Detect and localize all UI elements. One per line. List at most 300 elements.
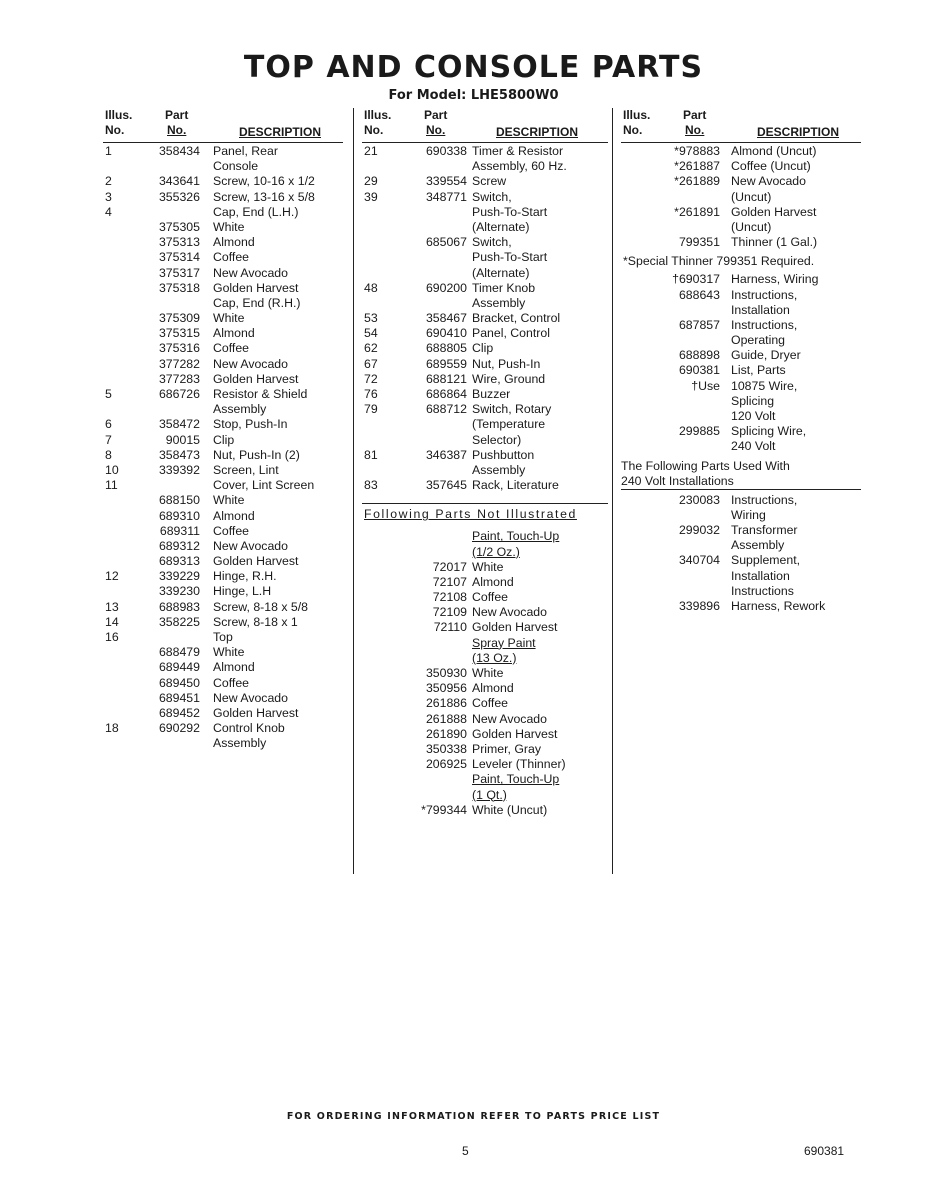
part-description: Screw, 8-18 x 5/8	[213, 599, 309, 614]
part-row	[621, 493, 863, 508]
part-number: 375305	[158, 219, 200, 234]
part-description: Cap, End (L.H.)	[213, 204, 299, 219]
illus-number: 54	[364, 326, 378, 341]
parts-column-2	[362, 108, 610, 818]
part-number: 689451	[158, 690, 200, 705]
part-description: (Uncut)	[731, 219, 772, 234]
part-description: Assembly	[472, 295, 526, 310]
part-row	[621, 159, 863, 174]
parts-list	[621, 144, 863, 250]
part-description: Almond	[213, 660, 255, 675]
description-header: DESCRIPTION	[757, 125, 840, 139]
part-row	[362, 205, 610, 220]
part-description: Coffee	[213, 341, 250, 356]
part-number: 261886	[425, 696, 467, 711]
volt-240-note-line2: 240 Volt Installations	[621, 474, 861, 490]
part-number: 261890	[425, 726, 467, 741]
part-row	[362, 788, 610, 803]
part-row	[362, 712, 610, 727]
part-description: List, Parts	[731, 363, 786, 378]
part-number: 689449	[158, 660, 200, 675]
part-description: Push-To-Start	[472, 204, 548, 219]
illus-header-no: No.	[105, 123, 125, 137]
part-row	[103, 736, 343, 751]
part-header-no: No.	[167, 123, 187, 137]
part-description: Nut, Push-In	[472, 356, 541, 371]
part-description: (Uncut)	[731, 189, 772, 204]
part-number: 72017	[432, 559, 467, 574]
part-row	[621, 144, 863, 159]
part-description: Harness, Wiring	[731, 272, 819, 287]
part-row	[103, 311, 343, 326]
part-description: Assembly	[731, 538, 785, 553]
part-number: 299032	[678, 522, 720, 537]
part-description: White	[213, 311, 245, 326]
part-row	[103, 706, 343, 721]
illus-number: 11	[105, 478, 118, 493]
part-row	[103, 205, 343, 220]
illus-number: 48	[364, 280, 378, 295]
part-description: 240 Volt	[731, 439, 776, 454]
part-description: 10875 Wire,	[731, 378, 798, 393]
part-description: New Avocado	[213, 265, 288, 280]
part-row	[362, 772, 610, 787]
part-number: 230083	[678, 492, 720, 507]
part-description: Assembly	[472, 462, 526, 477]
part-description: Primer, Gray	[472, 741, 542, 756]
illus-number: 39	[364, 189, 378, 204]
part-number: 375317	[158, 265, 200, 280]
part-number: 377282	[158, 356, 200, 371]
page-title: TOP AND CONSOLE PARTS	[243, 50, 704, 85]
part-description: New Avocado	[731, 174, 806, 189]
part-description: Almond	[472, 681, 514, 696]
part-row	[362, 326, 610, 341]
part-row	[362, 417, 610, 432]
part-description: Installation	[731, 302, 790, 317]
part-row	[103, 660, 343, 675]
part-number: 688805	[425, 341, 467, 356]
part-row	[103, 387, 343, 402]
part-description: Almond	[472, 574, 514, 589]
part-row	[362, 341, 610, 356]
column-header	[621, 108, 863, 144]
part-number: 689311	[159, 523, 200, 538]
volt-240-note	[621, 455, 863, 493]
part-row	[621, 569, 863, 584]
part-number: 690381	[678, 363, 720, 378]
illus-number: 29	[364, 174, 378, 189]
part-description: Clip	[213, 432, 235, 447]
part-number: 687857	[678, 317, 720, 332]
ordering-info-footer: FOR ORDERING INFORMATION REFER TO PARTS PRICE LIST	[286, 1111, 661, 1122]
part-description: Panel, Control	[472, 326, 550, 341]
part-number: 685067	[425, 235, 467, 250]
page-number: 5	[462, 1144, 469, 1158]
illus-number: 21	[364, 144, 378, 158]
part-number: 357645	[425, 478, 467, 493]
part-description: (1 Qt.)	[472, 787, 507, 802]
part-row	[103, 554, 343, 569]
part-number: 375313	[158, 235, 200, 250]
part-number: 72107	[432, 574, 467, 589]
part-row	[103, 144, 343, 159]
part-row	[621, 523, 863, 538]
part-row	[621, 205, 863, 220]
part-row	[621, 538, 863, 553]
column-divider	[612, 108, 613, 874]
part-description: Splicing Wire,	[731, 424, 807, 439]
header-rule	[362, 142, 608, 143]
illus-number: 79	[364, 402, 378, 417]
illus-number: 14	[105, 614, 119, 629]
part-description: Assembly	[213, 736, 267, 751]
part-description: Wiring	[731, 507, 766, 522]
part-row	[103, 417, 343, 432]
part-row	[103, 266, 343, 281]
part-number: 339392	[158, 462, 200, 477]
part-row	[103, 584, 343, 599]
part-description: Coffee	[213, 523, 250, 538]
part-description: Spray Paint	[472, 635, 536, 650]
part-number: 689450	[158, 675, 200, 690]
part-description: Leveler (Thinner)	[472, 757, 566, 772]
part-number: 686726	[158, 387, 200, 401]
part-row	[621, 348, 863, 363]
part-description: Golden Harvest	[472, 620, 558, 635]
part-row	[103, 615, 343, 630]
part-description: Almond	[213, 508, 255, 523]
part-description: White	[213, 645, 245, 660]
part-description: Push-To-Start	[472, 250, 548, 265]
part-number: 358225	[158, 614, 200, 629]
illus-number: 1	[105, 144, 112, 158]
column-header	[362, 108, 610, 144]
part-description: New Avocado	[472, 605, 547, 620]
part-row	[362, 448, 610, 463]
illus-number: 5	[105, 387, 112, 401]
part-row	[621, 235, 863, 250]
part-row	[103, 493, 343, 508]
illus-header: Illus.	[623, 108, 651, 122]
part-row	[103, 509, 343, 524]
part-number: 689559	[425, 356, 467, 371]
illus-number: 18	[105, 721, 119, 736]
part-row	[362, 311, 610, 326]
part-description: Instructions,	[731, 317, 798, 332]
part-description: White	[213, 493, 245, 508]
part-description: New Avocado	[213, 690, 288, 705]
part-row	[103, 433, 343, 448]
part-number: *261887	[674, 159, 720, 174]
illus-header-no: No.	[623, 123, 643, 137]
part-row	[362, 590, 610, 605]
part-row	[621, 394, 863, 409]
part-number: *978883	[674, 144, 720, 158]
illus-number: 13	[105, 599, 119, 614]
part-row	[621, 272, 863, 287]
part-row	[103, 524, 343, 539]
not-illustrated-note	[362, 493, 610, 529]
description-header: DESCRIPTION	[239, 125, 322, 139]
part-row	[103, 235, 343, 250]
illus-number: 16	[105, 630, 119, 644]
part-number: 72109	[432, 605, 467, 620]
part-row	[362, 666, 610, 681]
part-row	[621, 584, 863, 599]
illus-number: 72	[364, 371, 378, 386]
parts-list	[103, 144, 343, 752]
part-number: 72110	[433, 620, 467, 635]
part-row	[621, 288, 863, 303]
part-description: Thinner (1 Gal.)	[731, 235, 818, 250]
part-description: Screw, 13-16 x 5/8	[213, 189, 315, 204]
part-row	[362, 433, 610, 448]
part-row	[362, 463, 610, 478]
part-description: Rack, Literature	[472, 478, 559, 493]
part-number: 688150	[158, 493, 200, 508]
part-row	[621, 424, 863, 439]
part-row	[103, 569, 343, 584]
part-description: Buzzer	[472, 387, 511, 401]
part-description: Almond	[213, 326, 255, 341]
illus-number: 62	[364, 341, 378, 356]
special-thinner-note: *Special Thinner 799351 Required.	[623, 254, 815, 269]
part-row	[362, 296, 610, 311]
part-row	[362, 605, 610, 620]
part-row	[362, 560, 610, 575]
part-description: White	[213, 219, 245, 234]
illus-header-no: No.	[364, 123, 384, 137]
part-description: Coffee	[213, 675, 250, 690]
illus-number: 7	[105, 432, 112, 447]
part-row	[103, 159, 343, 174]
part-row	[103, 190, 343, 205]
part-number: 339896	[678, 598, 720, 613]
part-description: Operating	[731, 333, 786, 348]
part-row	[362, 372, 610, 387]
part-row	[621, 553, 863, 568]
document-number: 690381	[804, 1144, 845, 1158]
part-description: Guide, Dryer	[731, 348, 801, 363]
part-row	[103, 250, 343, 265]
part-description: White (Uncut)	[472, 802, 548, 817]
part-row	[621, 409, 863, 424]
part-row	[621, 379, 863, 394]
part-description: Instructions,	[731, 287, 798, 302]
part-number: 375315	[158, 326, 200, 341]
part-description: Screw	[472, 174, 507, 189]
part-row	[103, 478, 343, 493]
part-description: New Avocado	[213, 356, 288, 371]
parts-list-240v	[621, 493, 863, 615]
part-row	[362, 681, 610, 696]
part-number: †690317	[672, 272, 720, 287]
part-row	[362, 402, 610, 417]
part-row	[621, 190, 863, 205]
part-row	[362, 281, 610, 296]
part-number: 375314	[158, 250, 200, 265]
part-description: Assembly	[213, 402, 267, 417]
part-row	[362, 250, 610, 265]
part-number: 688479	[158, 645, 200, 660]
part-row	[362, 220, 610, 235]
header-rule	[103, 142, 343, 143]
part-row	[362, 235, 610, 250]
part-row	[103, 691, 343, 706]
part-row	[362, 357, 610, 372]
part-row	[362, 478, 610, 493]
illus-number: 8	[105, 447, 112, 462]
part-description: Pushbutton	[472, 447, 535, 462]
part-description: Supplement,	[731, 553, 801, 568]
illus-number: 6	[105, 417, 112, 432]
part-description: Top	[213, 630, 233, 644]
part-row	[362, 651, 610, 666]
part-row	[621, 599, 863, 614]
part-number: 377283	[158, 371, 200, 386]
part-number: †Use	[691, 378, 720, 393]
illus-number: 67	[364, 356, 378, 371]
part-number: 375316	[158, 341, 200, 356]
parts-list	[362, 144, 610, 493]
part-row	[621, 439, 863, 454]
part-row	[362, 636, 610, 651]
description-header: DESCRIPTION	[496, 125, 579, 139]
illus-number: 76	[364, 387, 378, 401]
part-description: Resistor & Shield	[213, 387, 308, 401]
parts-list-extra	[362, 529, 610, 818]
part-description: Switch,	[472, 189, 512, 204]
part-description: New Avocado	[472, 711, 547, 726]
part-number: 799351	[678, 235, 720, 250]
part-number: 346387	[425, 447, 467, 462]
part-description: Screen, Lint	[213, 462, 279, 477]
part-description: Coffee	[472, 696, 509, 711]
part-description: Bracket, Control	[472, 311, 561, 326]
part-description: Coffee	[213, 250, 250, 265]
part-number: 206925	[425, 757, 467, 772]
part-row	[362, 575, 610, 590]
part-row	[362, 266, 610, 281]
part-description: Paint, Touch-Up	[472, 529, 560, 544]
part-description: Golden Harvest	[213, 280, 299, 295]
part-number: 689312	[158, 538, 200, 553]
illus-number: 12	[105, 569, 119, 584]
part-description: Switch, Rotary	[472, 402, 552, 417]
part-row	[362, 803, 610, 818]
part-header: Part	[424, 108, 448, 122]
part-description: Nut, Push-In (2)	[213, 447, 300, 462]
part-row	[103, 281, 343, 296]
part-row	[362, 742, 610, 757]
part-description: (1/2 Oz.)	[472, 544, 520, 559]
part-row	[103, 402, 343, 417]
part-description: Instructions,	[731, 492, 798, 507]
part-number: *261891	[674, 204, 720, 219]
part-number: *261889	[674, 174, 720, 189]
part-header-no: No.	[685, 123, 705, 137]
part-description: (Alternate)	[472, 265, 530, 280]
part-number: 339229	[158, 569, 200, 584]
part-description: Golden Harvest	[472, 726, 558, 741]
part-row	[362, 174, 610, 189]
part-description: Almond (Uncut)	[731, 144, 817, 158]
part-description: Instructions	[731, 583, 794, 598]
part-number: 689452	[158, 705, 200, 720]
part-number: 375318	[158, 280, 200, 295]
part-description: (Temperature	[472, 417, 546, 432]
illus-number: 83	[364, 478, 378, 493]
part-row	[362, 190, 610, 205]
part-number: 690200	[425, 280, 467, 295]
part-row	[103, 220, 343, 235]
part-row	[103, 630, 343, 645]
part-description: Panel, Rear	[213, 144, 278, 158]
part-number: 686864	[425, 387, 467, 401]
part-description: Splicing	[731, 393, 775, 408]
header-rule	[621, 142, 861, 143]
part-number: 688121	[425, 371, 467, 386]
part-number: 690338	[425, 144, 467, 158]
part-description: Timer Knob	[472, 280, 536, 295]
part-description: (13 Oz.)	[472, 650, 517, 665]
parts-column-3	[621, 108, 863, 614]
part-number: 350930	[425, 666, 467, 680]
part-number: 358467	[425, 311, 467, 326]
part-description: Console	[213, 159, 259, 174]
illus-number: 53	[364, 311, 378, 326]
part-description: Golden Harvest	[731, 204, 817, 219]
part-number: 688983	[158, 599, 200, 614]
part-number: 339554	[425, 174, 467, 189]
part-description: Golden Harvest	[213, 705, 299, 720]
part-row	[362, 757, 610, 772]
part-number: 350956	[425, 681, 467, 696]
part-number: 72108	[432, 590, 467, 605]
illus-number: 2	[105, 174, 112, 189]
illus-number: 4	[105, 204, 112, 219]
part-row	[103, 721, 343, 736]
not-illustrated-label: Following Parts Not Illustrated	[364, 507, 577, 522]
part-number: 689310	[158, 508, 200, 523]
part-row	[103, 372, 343, 387]
part-number: 343641	[158, 174, 200, 189]
illus-header: Illus.	[105, 108, 133, 122]
part-number: 299885	[678, 424, 720, 439]
part-description: Coffee (Uncut)	[731, 159, 811, 174]
part-description: New Avocado	[213, 538, 288, 553]
part-description: Screw, 8-18 x 1	[213, 614, 298, 629]
part-row	[103, 539, 343, 554]
part-description: Clip	[472, 341, 494, 356]
part-number: 688712	[425, 402, 467, 417]
part-description: White	[472, 666, 504, 680]
illus-number: 81	[364, 447, 378, 462]
part-description: Control Knob	[213, 721, 285, 736]
illus-header: Illus.	[364, 108, 392, 122]
part-number: 690410	[425, 326, 467, 341]
part-row	[103, 463, 343, 478]
part-description: Wire, Ground	[472, 371, 546, 386]
parts-column-1	[103, 108, 343, 752]
part-description: Screw, 10-16 x 1/2	[213, 174, 315, 189]
part-row	[621, 363, 863, 378]
part-row	[103, 448, 343, 463]
part-description: Timer & Resistor	[472, 144, 564, 158]
part-number: 90015	[165, 432, 200, 447]
part-row	[362, 387, 610, 402]
